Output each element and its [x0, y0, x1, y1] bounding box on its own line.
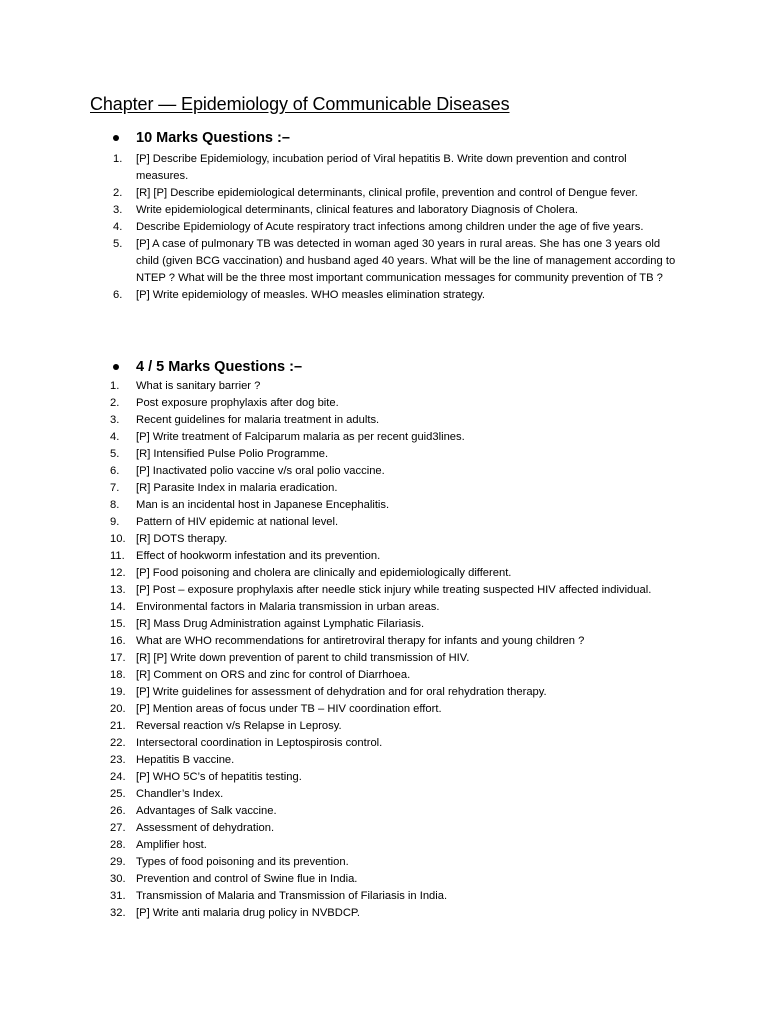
- question-item: [0, 219, 676, 236]
- question-number: 3.: [113, 204, 123, 216]
- question-text: [P] Write epidemiology of measles. WHO measles elimination strategy.: [136, 289, 486, 301]
- question-text: Amplifier host.: [136, 839, 207, 851]
- question-number: 6.: [110, 465, 120, 477]
- question-text: Pattern of HIV epidemic at national level.: [136, 516, 339, 528]
- question-text: Prevention and control of Swine flue in India.: [136, 873, 358, 885]
- question-number: 30.: [110, 873, 126, 885]
- question-text: Assessment of dehydration.: [136, 822, 275, 834]
- question-text: What is sanitary barrier ?: [136, 380, 261, 392]
- bullet-icon: [113, 135, 119, 141]
- question-list-4-5-marks: [0, 378, 676, 922]
- question-item: [0, 287, 676, 304]
- question-number: 12.: [110, 567, 126, 579]
- question-item: [0, 236, 676, 287]
- question-number: 20.: [110, 703, 126, 715]
- question-text: [P] Write guidelines for assessment of dehydration and for oral rehydration therapy.: [136, 686, 547, 698]
- question-item: [0, 565, 676, 582]
- question-text: Effect of hookworm infestation and its prevention.: [136, 550, 381, 562]
- question-text: Types of food poisoning and its prevention.: [136, 856, 349, 868]
- question-text: [R] Intensified Pulse Polio Programme.: [136, 448, 329, 460]
- question-number: 18.: [110, 669, 126, 681]
- bullet-icon: [113, 364, 119, 370]
- question-number: 28.: [110, 839, 126, 851]
- question-item: [0, 888, 676, 905]
- question-number: 32.: [110, 907, 126, 919]
- question-item: [0, 151, 676, 185]
- question-item: [0, 650, 676, 667]
- question-item: [0, 514, 676, 531]
- question-item: [0, 684, 676, 701]
- question-text: Recent guidelines for malaria treatment in adults.: [136, 414, 380, 426]
- question-number: 1.: [110, 380, 120, 392]
- question-item: [0, 701, 676, 718]
- question-item: [0, 718, 676, 735]
- question-number: 3.: [110, 414, 120, 426]
- chapter-title: Chapter — Epidemiology of Communicable Diseases: [90, 94, 510, 114]
- question-item: [0, 735, 676, 752]
- question-number: 25.: [110, 788, 126, 800]
- question-item: [0, 548, 676, 565]
- section-heading-10-marks: [113, 130, 290, 146]
- question-number: 9.: [110, 516, 120, 528]
- question-text: [P] Mention areas of focus under TB – HIV coordination effort.: [136, 703, 442, 715]
- question-text: [P] Write treatment of Falciparum malaria as per recent guid3lines.: [136, 431, 465, 443]
- question-number: 23.: [110, 754, 126, 766]
- section-heading-label: 10 Marks Questions :–: [136, 130, 290, 146]
- question-item: [0, 905, 676, 922]
- question-text: Write epidemiological determinants, clinical features and laboratory Diagnosis of Cholera.: [136, 204, 578, 216]
- question-number: 6.: [113, 289, 123, 301]
- question-item: [0, 752, 676, 769]
- question-text: [R] Parasite Index in malaria eradication.: [136, 482, 338, 494]
- question-number: 7.: [110, 482, 120, 494]
- question-item: [0, 667, 676, 684]
- question-item: [0, 480, 676, 497]
- question-number: 4.: [113, 221, 123, 233]
- question-item: [0, 786, 676, 803]
- question-item: [0, 446, 676, 463]
- question-number: 10.: [110, 533, 126, 545]
- question-text: Chandler’s Index.: [136, 788, 224, 800]
- question-text: [R] [P] Describe epidemiological determinants, clinical profile, prevention and control of Dengue fever.: [136, 187, 638, 199]
- question-text: [R] Mass Drug Administration against Lymphatic Filariasis.: [136, 618, 425, 630]
- question-number: 24.: [110, 771, 126, 783]
- question-item: [0, 395, 676, 412]
- question-number: 5.: [113, 238, 123, 250]
- question-item: [0, 854, 676, 871]
- question-item: [0, 769, 676, 786]
- question-number: 8.: [110, 499, 120, 511]
- section-heading-4-5-marks: [113, 359, 302, 375]
- question-number: 21.: [110, 720, 126, 732]
- question-item: [0, 582, 676, 599]
- question-text: Transmission of Malaria and Transmission of Filariasis in India.: [136, 890, 448, 902]
- question-number: 2.: [110, 397, 120, 409]
- question-number: 16.: [110, 635, 126, 647]
- question-text: Man is an incidental host in Japanese Encephalitis.: [136, 499, 390, 511]
- question-item: [0, 185, 676, 202]
- question-text: [R] [P] Write down prevention of parent to child transmission of HIV.: [136, 652, 470, 664]
- question-text: [P] Post – exposure prophylaxis after needle stick injury while treating suspected HIV affected individual.: [136, 584, 652, 596]
- question-number: 14.: [110, 601, 126, 613]
- question-item: [0, 633, 676, 650]
- question-number: 15.: [110, 618, 126, 630]
- question-text: Describe Epidemiology of Acute respiratory tract infections among children under the age of five years.: [136, 221, 644, 233]
- question-text: [P] Describe Epidemiology, incubation period of Viral hepatitis B. Write down prevention and control measures.: [136, 153, 627, 182]
- question-list-10-marks: [0, 151, 676, 304]
- question-number: 4.: [110, 431, 120, 443]
- question-text: Advantages of Salk vaccine.: [136, 805, 277, 817]
- question-item: [0, 599, 676, 616]
- question-number: 31.: [110, 890, 126, 902]
- section-heading-label: 4 / 5 Marks Questions :–: [136, 359, 303, 375]
- question-number: 29.: [110, 856, 126, 868]
- question-number: 1.: [113, 153, 123, 165]
- question-number: 5.: [110, 448, 120, 460]
- question-item: [0, 531, 676, 548]
- question-item: [0, 837, 676, 854]
- question-item: [0, 412, 676, 429]
- question-number: 26.: [110, 805, 126, 817]
- question-text: Intersectoral coordination in Leptospirosis control.: [136, 737, 383, 749]
- question-item: [0, 871, 676, 888]
- question-number: 19.: [110, 686, 126, 698]
- question-item: [0, 616, 676, 633]
- question-text: Environmental factors in Malaria transmission in urban areas.: [136, 601, 440, 613]
- question-text: Reversal reaction v/s Relapse in Leprosy.: [136, 720, 342, 732]
- question-number: 11.: [110, 550, 125, 562]
- question-text: [P] Write anti malaria drug policy in NVBDCP.: [136, 907, 361, 919]
- question-item: [0, 820, 676, 837]
- question-item: [0, 202, 676, 219]
- question-text: [P] Food poisoning and cholera are clinically and epidemiologically different.: [136, 567, 512, 579]
- question-number: 13.: [110, 584, 126, 596]
- question-text: Hepatitis B vaccine.: [136, 754, 235, 766]
- question-text: [P] Inactivated polio vaccine v/s oral polio vaccine.: [136, 465, 385, 477]
- question-item: [0, 463, 676, 480]
- question-number: 17.: [110, 652, 126, 664]
- question-item: [0, 803, 676, 820]
- question-text: [P] A case of pulmonary TB was detected in woman aged 30 years in rural areas. She has one 3 years old child (given BCG vaccination) and husband aged 40 years. What will be the line of management according to NTEP ? What will be the three most important communication messages for community prevention of TB ?: [136, 238, 676, 284]
- question-number: 22.: [110, 737, 126, 749]
- question-item: [0, 429, 676, 446]
- question-item: [0, 497, 676, 514]
- question-number: 2.: [113, 187, 123, 199]
- question-item: [0, 378, 676, 395]
- question-text: [P] WHO 5C’s of hepatitis testing.: [136, 771, 302, 783]
- question-text: [R] DOTS therapy.: [136, 533, 228, 545]
- question-text: Post exposure prophylaxis after dog bite.: [136, 397, 339, 409]
- question-text: [R] Comment on ORS and zinc for control of Diarrhoea.: [136, 669, 411, 681]
- question-number: 27.: [110, 822, 126, 834]
- question-text: What are WHO recommendations for antiretroviral therapy for infants and young children ?: [136, 635, 585, 647]
